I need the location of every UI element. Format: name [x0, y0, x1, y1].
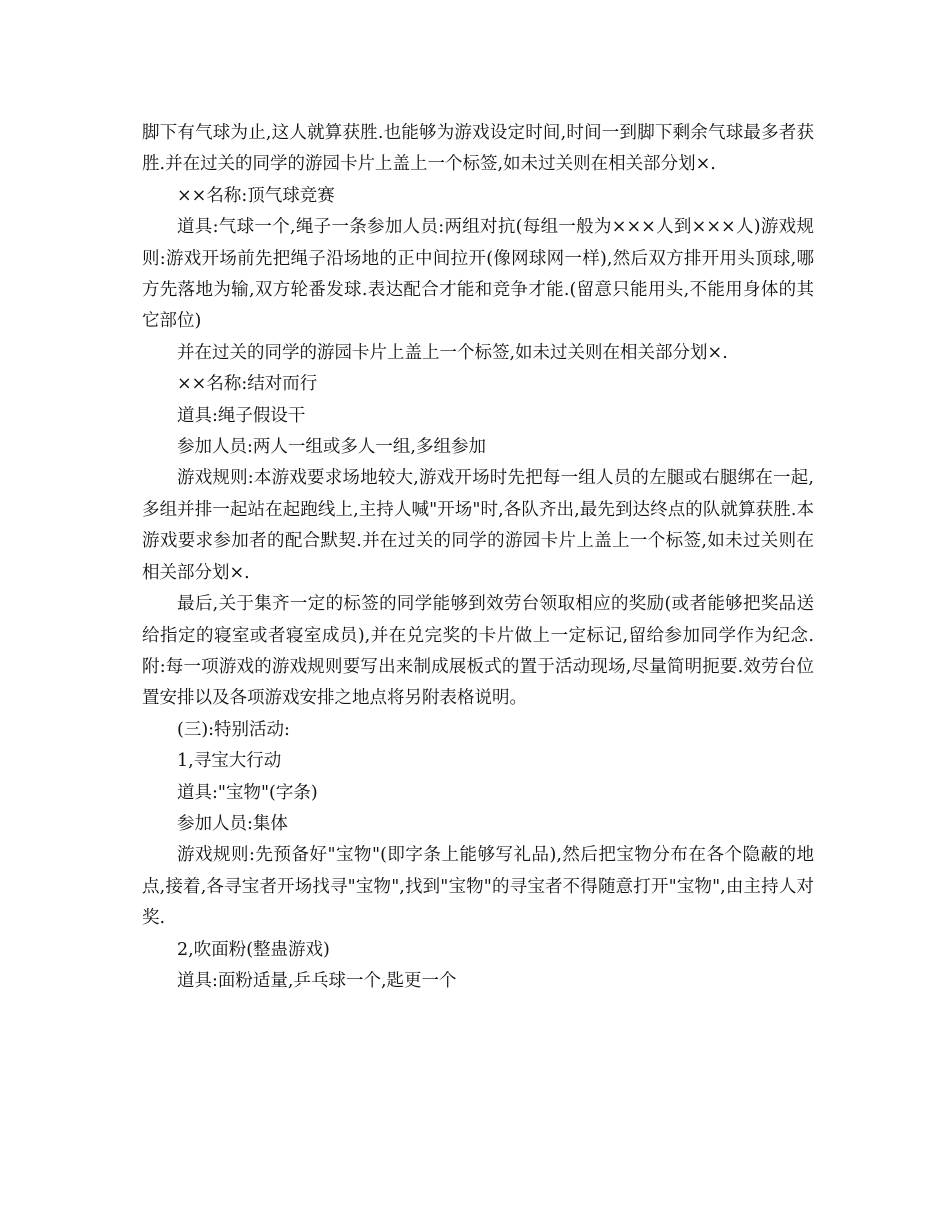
paragraph-treasure-hunt-rules: 游戏规则:先预备好"宝物"(即字条上能够写礼品),然后把宝物分布在各个隐蔽的地点,接着,各寻宝者开场找寻"宝物",找到"宝物"的寻宝者不得随意打开"宝物",由主持人对奖. — [142, 845, 814, 929]
paragraph-flour-blow-props: 道具:面粉适量,乒乓球一个,匙更一个 — [177, 970, 457, 991]
document-body — [142, 118, 814, 997]
section-heading-special-activities: (三):特别活动: — [177, 719, 290, 740]
paragraph-treasure-hunt-props: 道具:"宝物"(字条) — [177, 782, 318, 803]
paragraph-rewards: 最后,关于集齐一定的标签的同学能够到效劳台领取相应的奖励(或者能够把奖品送给指定的寝室或者寝室成员),并在兑完奖的卡片做上一定标记,留给参加同学作为纪念.附:每一项游戏的游戏规则要写出来制成展板式的置于活动现场,尽量简明扼要.效劳台位置安排以及各项游戏安排之地点将另附表格说明。 — [142, 594, 814, 709]
paragraph-treasure-hunt-participants: 参加人员:集体 — [177, 813, 288, 834]
paragraph-pair-walk-props: 道具:绳子假设干 — [177, 405, 306, 426]
paragraph-treasure-hunt-title: 1,寻宝大行动 — [177, 751, 282, 772]
paragraph-balloon-stomp-ending: 脚下有气球为止,这人就算获胜.也能够为游戏设定时间,时间一到脚下剩余气球最多者获胜.并在过关的同学的游园卡片上盖上一个标签,如未过关则在相关部分划×. — [142, 123, 814, 175]
paragraph-pair-walk-title: ××名称:结对而行 — [177, 374, 318, 395]
paragraph-pair-walk-participants: 参加人员:两人一组或多人一组,多组参加 — [177, 437, 486, 458]
paragraph-flour-blow-title: 2,吹面粉(整蛊游戏) — [177, 939, 330, 960]
paragraph-balloon-heading-title: ××名称:顶气球竞赛 — [177, 185, 335, 206]
paragraph-balloon-heading-rules: 道具:气球一个,绳子一条参加人员:两组对抗(每组一般为×××人到×××人)游戏规则:游戏开场前先把绳子沿场地的正中间拉开(像网球网一样),然后双方排开用头顶球,哪方先落地为输,双方轮番发球.表达配合才能和竞争才能.(留意只能用头,不能用身体的其它部位) — [142, 217, 814, 332]
paragraph-balloon-heading-stamp: 并在过关的同学的游园卡片上盖上一个标签,如未过关则在相关部分划×. — [177, 342, 728, 363]
paragraph-pair-walk-rules: 游戏规则:本游戏要求场地较大,游戏开场时先把每一组人员的左腿或右腿绑在一起,多组并排一起站在起跑线上,主持人喊"开场"时,各队齐出,最先到达终点的队就算获胜.本游戏要求参加者的配合默契.并在过关的同学的游园卡片上盖上一个标签,如未过关则在相关部分划×. — [142, 468, 814, 583]
